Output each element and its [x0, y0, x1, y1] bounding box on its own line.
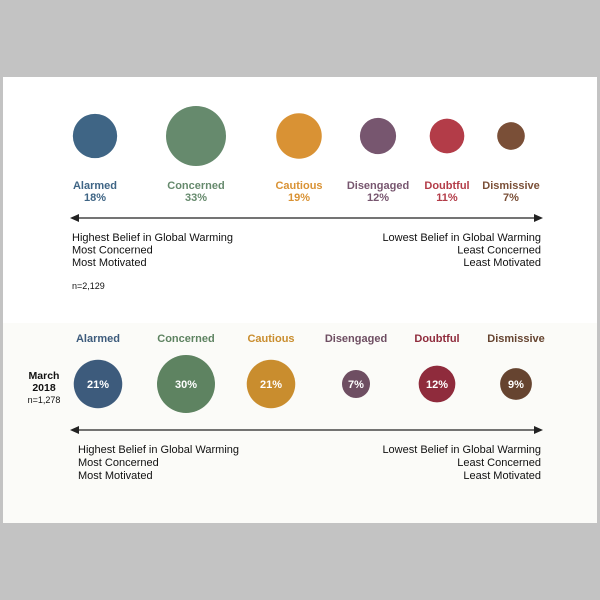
top-sample-size: n=2,129	[72, 281, 105, 291]
segment-label-dismissive: Dismissive	[482, 180, 540, 192]
bubble-value-2018-cautious: 21%	[259, 379, 283, 391]
bubble-dismissive	[497, 122, 525, 150]
bubble-value-2018-dismissive: 9%	[508, 379, 524, 391]
segment-value-alarmed: 18%	[83, 192, 107, 204]
bubble-doubtful	[430, 119, 465, 154]
bottom-arrow-axis	[70, 426, 543, 434]
bubble-concerned	[166, 106, 226, 166]
segment-label-doubtful: Doubtful	[424, 180, 470, 192]
year-label: 2018	[32, 382, 56, 394]
bubble-value-2018-doubtful: 12%	[425, 379, 449, 391]
bubble-value-2018-concerned: 30%	[174, 379, 198, 391]
bottom-right-label-1: Least Concerned	[457, 457, 541, 469]
segment-label-2018-disengaged: Disengaged	[324, 333, 388, 345]
bottom-left-label-1: Most Concerned	[78, 457, 159, 469]
bottom-right-label-0: Lowest Belief in Global Warming	[382, 444, 541, 456]
segment-value-doubtful: 11%	[436, 192, 458, 204]
bottom-right-label-2: Least Motivated	[463, 470, 541, 482]
period-label: March	[28, 370, 60, 382]
segment-label-2018-dismissive: Dismissive	[487, 333, 545, 345]
bubble-alarmed	[73, 114, 117, 158]
top-left-label-0: Highest Belief in Global Warming	[72, 232, 233, 244]
segment-label-concerned: Concerned	[167, 180, 225, 192]
top-left-label-1: Most Concerned	[72, 244, 153, 257]
segment-label-disengaged: Disengaged	[346, 180, 410, 192]
segment-value-concerned: 33%	[184, 192, 208, 204]
segment-value-dismissive: 7%	[503, 192, 519, 204]
segment-label-cautious: Cautious	[275, 180, 323, 192]
bottom-left-label-0: Highest Belief in Global Warming	[78, 444, 239, 456]
bubble-value-2018-alarmed: 21%	[86, 379, 110, 391]
segment-label-2018-concerned: Concerned	[157, 333, 215, 345]
segment-label-2018-alarmed: Alarmed	[75, 333, 121, 345]
bubble-disengaged	[360, 118, 396, 154]
top-right-label-2: Least Motivated	[463, 257, 541, 269]
segment-label-2018-cautious: Cautious	[247, 333, 295, 345]
top-right-label-1: Least Concerned	[457, 244, 541, 257]
bottom-left-label-2: Most Motivated	[78, 470, 153, 482]
segment-label-2018-doubtful: Doubtful	[414, 333, 460, 345]
bottom-sample-size: n=1,278	[27, 395, 61, 405]
bubble-cautious	[276, 113, 322, 159]
top-right-label-0: Lowest Belief in Global Warming	[382, 232, 541, 244]
top-arrow-axis	[70, 214, 543, 222]
segment-label-alarmed: Alarmed	[72, 180, 118, 192]
top-left-label-2: Most Motivated	[72, 257, 147, 269]
segment-value-cautious: 19%	[287, 192, 311, 204]
bubble-value-2018-disengaged: 7%	[348, 379, 364, 391]
segment-value-disengaged: 12%	[366, 192, 390, 204]
